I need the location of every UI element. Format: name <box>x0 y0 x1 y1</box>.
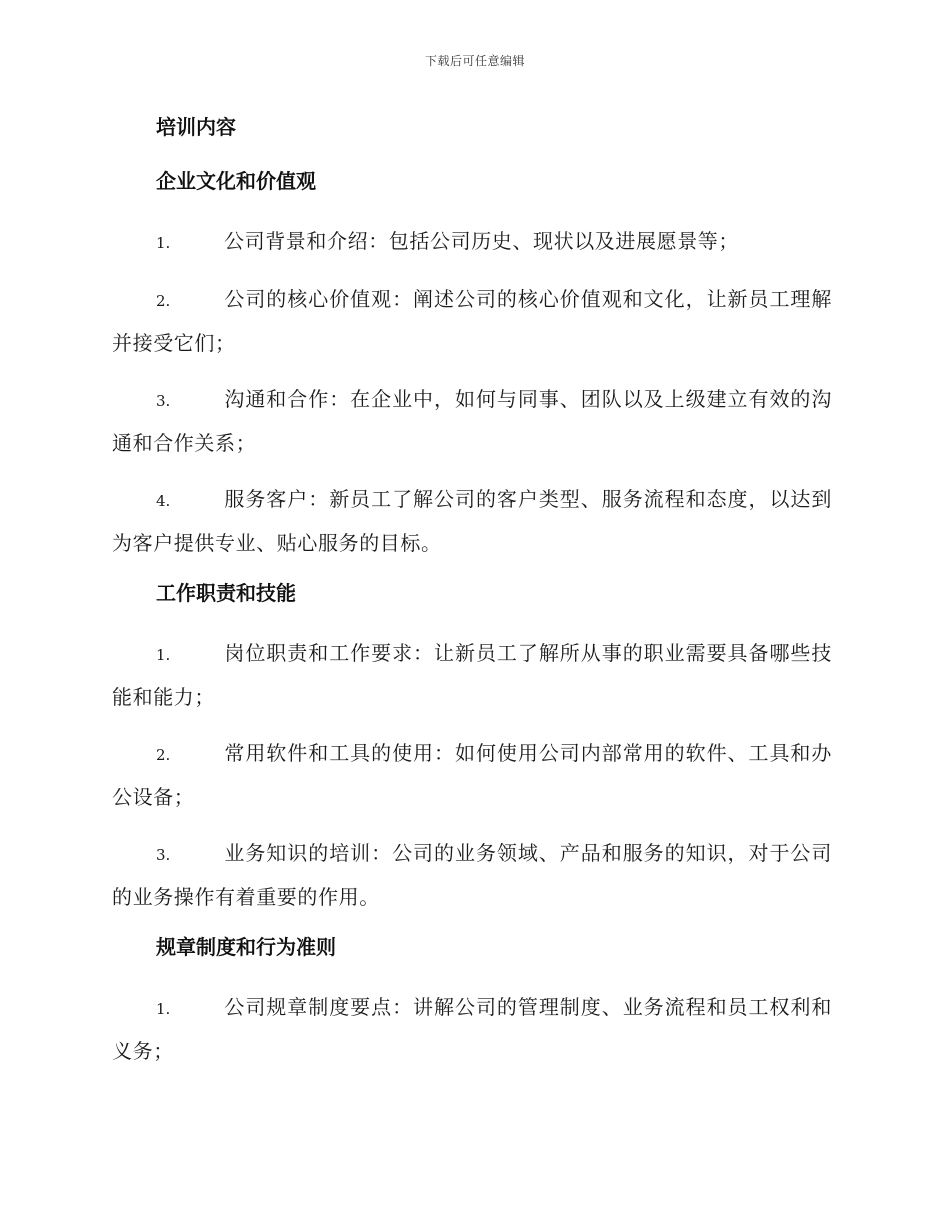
list-item <box>112 276 832 364</box>
list-item <box>112 376 832 464</box>
list-item <box>112 730 832 818</box>
list-item-text: 沟通和合作：在企业中，如何与同事、团队以及上级建立有效的沟通和合作关系； <box>112 387 832 455</box>
list-item-number: 4. <box>156 492 171 510</box>
list-item-text: 岗位职责和工作要求：让新员工了解所从事的职业需要具备哪些技能和能力； <box>112 641 832 709</box>
list-item-number: 2. <box>156 746 171 764</box>
list-item-number: 1. <box>156 1000 171 1018</box>
list-item-text: 业务知识的培训：公司的业务领域、产品和服务的知识，对于公司的业务操作有着重要的作用。 <box>112 841 832 909</box>
list-item-text: 公司背景和介绍：包括公司历史、现状以及进展愿景等； <box>224 229 739 253</box>
list-item <box>112 984 832 1072</box>
list-item <box>112 830 832 918</box>
list-item-number: 1. <box>156 234 171 252</box>
list-item-number: 3. <box>156 846 171 864</box>
list-item-text: 公司规章制度要点：讲解公司的管理制度、业务流程和员工权利和义务； <box>112 995 832 1063</box>
list-item-number: 2. <box>156 292 171 310</box>
section-heading: 工作职责和技能 <box>156 581 296 605</box>
list-item-number: 1. <box>156 646 171 664</box>
list-item-text: 公司的核心价值观：阐述公司的核心价值观和文化，让新员工理解并接受它们； <box>112 287 832 355</box>
section-heading: 企业文化和价值观 <box>156 169 316 193</box>
list-item-text: 服务客户：新员工了解公司的客户类型、服务流程和态度，以达到为客户提供专业、贴心服务的目标。 <box>112 487 832 555</box>
document-title: 培训内容 <box>156 115 236 139</box>
page-header-note: 下载后可任意编辑 <box>424 54 525 68</box>
list-item <box>112 630 832 718</box>
section-heading: 规章制度和行为准则 <box>156 935 336 959</box>
list-item <box>112 476 832 564</box>
list-item-number: 3. <box>156 392 171 410</box>
list-item <box>112 218 832 264</box>
document-body <box>112 110 832 1084</box>
list-item-text: 常用软件和工具的使用：如何使用公司内部常用的软件、工具和办公设备； <box>112 741 832 809</box>
